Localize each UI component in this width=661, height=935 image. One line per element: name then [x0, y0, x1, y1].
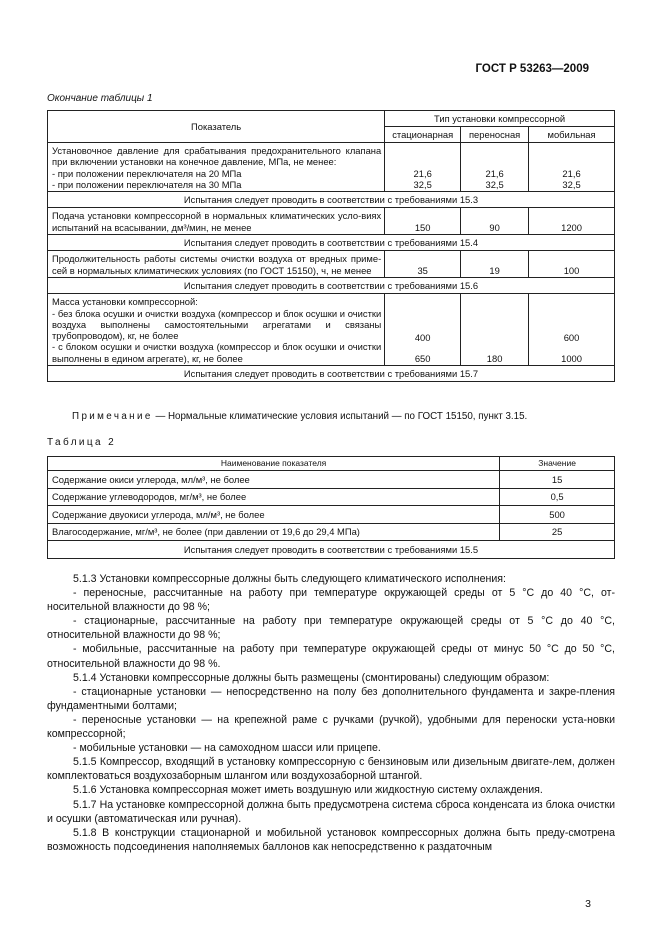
- cell-value: 21,6: [485, 167, 504, 179]
- table1-row-label: [48, 143, 385, 192]
- row-line: Масса установки компрессорной:: [52, 296, 198, 308]
- table2-note: Испытания следует проводить в соответствии с требованиями 15.5: [48, 541, 615, 559]
- table2-row-name: Содержание двуокиси углерода, мл/м³, не более: [48, 506, 500, 524]
- table1-cell-stationary: 150: [385, 208, 461, 235]
- table1-row-label: [48, 208, 385, 235]
- table1-header-portable: переносная: [461, 127, 529, 143]
- table1-cell-stationary: [385, 294, 461, 366]
- paragraph: 5.1.5 Компрессор, входящий в установку компрессорную с бензиновым или дизельным двигате-лем, должен комплектоваться воздухозаборным шлангом или воздухозаборной штангой.: [47, 756, 615, 783]
- table2-header-name: Наименование показателя: [48, 457, 500, 471]
- cell-value: 400: [414, 332, 431, 344]
- table2-note-row: [48, 541, 615, 559]
- table1-note: Испытания следует проводить в соответствии с требованиями 15.3: [48, 192, 615, 208]
- table2-caption: Таблица 2: [47, 437, 117, 448]
- paragraph: - мобильные, рассчитанные на работу при температуре окружающей среды от минус 50 °С до 50 °С, относительной влажности до 98 %.: [47, 643, 615, 670]
- cell-value: 32,5: [562, 178, 581, 190]
- cell-value: 21,6: [562, 167, 581, 179]
- table2-row: [48, 506, 615, 524]
- table2-row-value: 0,5: [500, 488, 615, 506]
- table2-row: [48, 523, 615, 541]
- table1-header-type: Тип установки компрессорной: [385, 111, 615, 127]
- table2-row-name: Содержание окиси углерода, мл/м³, не более: [48, 471, 500, 489]
- table2-row-name: Содержание углеводородов, мг/м³, не более: [48, 488, 500, 506]
- paragraph: 5.1.3 Установки компрессорные должны быть следующего климатического исполнения:: [73, 573, 506, 585]
- table1-cell-portable: 19: [461, 251, 529, 278]
- table1-note: Испытания следует проводить в соответствии с требованиями 15.6: [48, 277, 615, 293]
- table1-note-row: [48, 192, 615, 208]
- paragraph: 5.1.6 Установка компрессорная может иметь воздушную или жидкостную систему охлаждения.: [73, 784, 543, 797]
- row-line: Продолжительность работы системы очистки воздуха от вредных приме-сей в нормальных климатических условиях (по ГОСТ 15150), ч, не менее: [52, 253, 382, 276]
- table1-note-row: [48, 277, 615, 293]
- table1-row: [48, 251, 615, 278]
- table1-header-mobile: мобильная: [529, 127, 615, 143]
- table1-cell-portable: 90: [461, 208, 529, 235]
- standard-number: ГОСТ Р 53263—2009: [475, 63, 589, 75]
- table-2: [47, 456, 615, 559]
- paragraph: - стационарные установки — непосредственно на полу без дополнительного фундамента и закре-пления фундаментными болтами;: [47, 685, 615, 712]
- cell-value: 650: [414, 352, 431, 364]
- table1-note: Испытания следует проводить в соответствии с требованиями 15.4: [48, 235, 615, 251]
- row-line: Подача установки компрессорной в нормальных климатических усло-виях испытаний на всасывании, дм³/мин, не менее: [52, 210, 382, 233]
- note-label: Примечание: [72, 411, 153, 422]
- table2-row-value: 25: [500, 523, 615, 541]
- cell-value: 1000: [561, 352, 582, 364]
- cell-value: 32,5: [485, 178, 504, 190]
- table1-row: [48, 208, 615, 235]
- row-line: - при положении переключателя на 30 МПа: [52, 178, 242, 190]
- table1-header-row: [48, 111, 615, 127]
- table2-row-name: Влагосодержание, мг/м³, не более (при давлении от 19,6 до 29,4 МПа): [48, 523, 500, 541]
- row-line: - при положении переключателя на 20 МПа: [52, 167, 242, 179]
- table1-note-row: [48, 235, 615, 251]
- table1-cell-mobile: 100: [529, 251, 615, 278]
- table1-continuation-caption: Окончание таблицы 1: [47, 93, 153, 104]
- table1-cell-stationary: [385, 143, 461, 192]
- table1-cell-portable: 180: [461, 294, 529, 366]
- paragraph: 5.1.8 В конструкции стационарной и мобильной установок компрессорных должна быть преду-смотрена возможность подсоединения наполняемых баллонов как непосредственно к раздаточным: [47, 826, 615, 853]
- cell-value: 600: [563, 332, 580, 344]
- row-line: - с блоком осушки и очистки воздуха (компрессор и блок осушки и очистки выполнены в едином агрегате), кг, не более: [52, 341, 382, 364]
- table1-row: [48, 294, 615, 366]
- paragraph: - переносные установки — на крепежной раме с ручками (ручкой), удобными для переноски уста-новки компрессорной;: [47, 713, 615, 741]
- table1-row-label: [48, 251, 385, 278]
- table1-cell-mobile: [529, 294, 615, 366]
- note-text: — Нормальные климатические условия испытаний — по ГОСТ 15150, пункт 3.15.: [152, 411, 528, 422]
- table2-row: [48, 471, 615, 489]
- paragraph: - стационарные, рассчитанные на работу при температуре окружающей среды от 5 °С до 40 °С, относительной влажности до 98 %;: [47, 615, 615, 642]
- table1-cell-mobile: 1200: [529, 208, 615, 235]
- table2-row-value: 15: [500, 471, 615, 489]
- cell-value: 21,6: [413, 167, 432, 179]
- table1-cell-mobile: [529, 143, 615, 192]
- table2-row-value: 500: [500, 506, 615, 524]
- table1-note: Испытания следует проводить в соответствии с требованиями 15.7: [48, 366, 615, 382]
- paragraph: 5.1.4 Установки компрессорные должны быть размещены (смонтированы) следующим образом:: [73, 671, 550, 684]
- table1-cell-portable: [461, 143, 529, 192]
- table1-header-stationary: стационарная: [385, 127, 461, 143]
- page-number: 3: [585, 898, 591, 910]
- table2-header-value: Значение: [500, 457, 615, 471]
- table1-row: [48, 143, 615, 192]
- table1-row-label: [48, 294, 385, 366]
- row-line: - без блока осушки и очистки воздуха (компрессор и блок осушки и очистки воздуха выполнены самостоятельными агрегатами и связаны трубопроводом), кг, не более: [52, 307, 382, 342]
- table-1: [47, 110, 615, 382]
- paragraph: - мобильные установки — на самоходном шасси или прицепе.: [73, 742, 381, 755]
- body-text: [47, 572, 615, 854]
- paragraph: - переносные, рассчитанные на работу при температуре окружающей среды от 5 °С до 40 °С, от-носительной влажности до 98 %;: [47, 587, 615, 614]
- table2-header-row: [48, 457, 615, 471]
- row-line: Установочное давление для срабатывания предохранительного клапана при включении установки на конечное давление, МПа, не менее:: [52, 145, 382, 168]
- table1-note-row: [48, 366, 615, 382]
- table1-cell-stationary: 35: [385, 251, 461, 278]
- table-note: [72, 411, 527, 422]
- paragraph: 5.1.7 На установке компрессорной должна быть предусмотрена система сброса конденсата из блока очистки и осушки (автоматическая или ручная).: [47, 798, 615, 825]
- cell-value: 32,5: [413, 178, 432, 190]
- table1-header-indicator: Показатель: [48, 111, 385, 143]
- table2-row: [48, 488, 615, 506]
